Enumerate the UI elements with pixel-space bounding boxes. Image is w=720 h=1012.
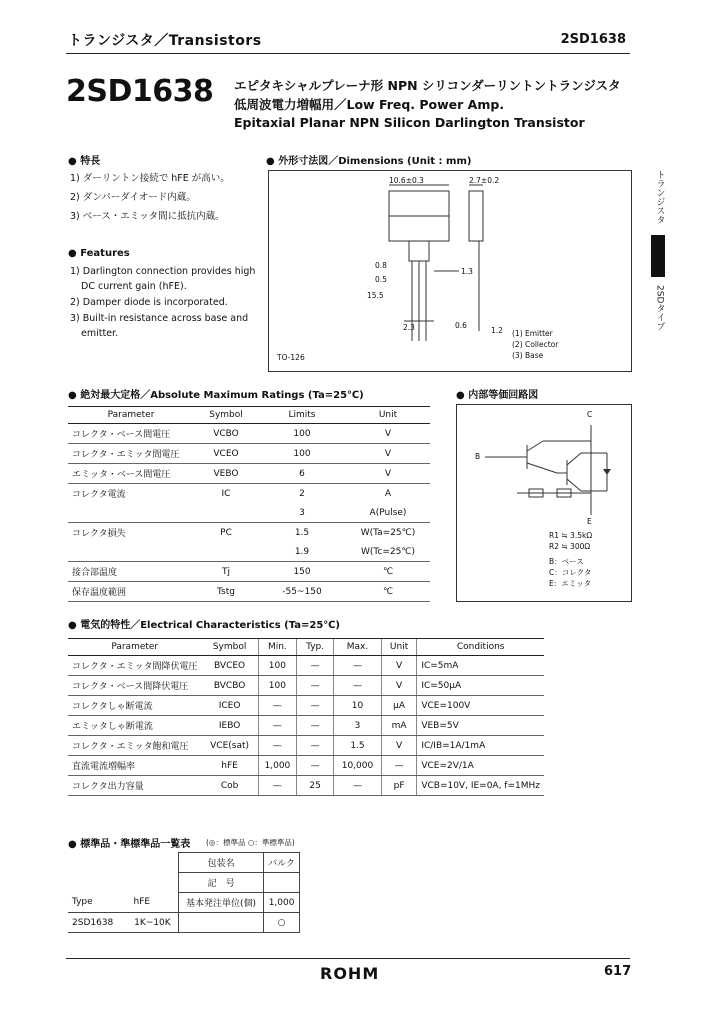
legend-r2: R2 ≒ 300Ω bbox=[549, 542, 591, 551]
cell-param: 保存温度範囲 bbox=[68, 582, 194, 602]
cell-symbol: BVCEO bbox=[201, 656, 258, 676]
col-typ: Typ. bbox=[297, 639, 334, 656]
col-parameter: Parameter bbox=[68, 639, 201, 656]
dim-label-thickness: 2.7±0.2 bbox=[469, 176, 500, 185]
dim-label-4: 15.5 bbox=[367, 291, 384, 300]
abs-max-heading: ● 絶対最大定格／Absolute Maximum Ratings (Ta=25℃) bbox=[68, 390, 364, 401]
cell-param: 直流電流増幅率 bbox=[68, 756, 201, 776]
package-outline-drawing bbox=[269, 171, 631, 371]
elec-table bbox=[68, 638, 544, 796]
table-row bbox=[68, 676, 544, 696]
cell-unit: W(Tc=25℃) bbox=[346, 542, 430, 562]
legend-emitter: E：エミッタ bbox=[549, 579, 592, 588]
title-application: 低周波電力増幅用／Low Freq. Power Amp. bbox=[234, 97, 505, 112]
cell-symbol: hFE bbox=[201, 756, 258, 776]
cell-typ: — bbox=[297, 756, 334, 776]
abs-max-table bbox=[68, 406, 430, 602]
title-jp: エピタキシャルプレーナ形 NPN シリコンダーリントントランジスタ bbox=[234, 78, 621, 93]
part-number-title: 2SD1638 bbox=[66, 74, 214, 109]
cell-symbol: VCE(sat) bbox=[201, 736, 258, 756]
cell-unit: V bbox=[381, 676, 417, 696]
cell-symbol: ICEO bbox=[201, 696, 258, 716]
pin-emitter: (1) Emitter bbox=[512, 329, 553, 338]
cell-param: コレクタ・ベース間降伏電圧 bbox=[68, 676, 201, 696]
table-row bbox=[68, 444, 430, 464]
table-row bbox=[68, 484, 430, 504]
col-min: Min. bbox=[258, 639, 296, 656]
header-category: トランジスタ／Transistors bbox=[68, 33, 262, 49]
dim-label-5: 0.6 bbox=[455, 321, 467, 330]
cell-min: — bbox=[258, 736, 296, 756]
sidebar-label-bottom: 2SDタイプ bbox=[654, 285, 665, 331]
cell-param: コレクタ・エミッタ飽和電圧 bbox=[68, 736, 201, 756]
cell-symbol: Tstg bbox=[194, 582, 258, 602]
header-part-number: 2SD1638 bbox=[560, 32, 626, 47]
elec-heading: ● 電気的特性／Electrical Characteristics (Ta=25℃) bbox=[68, 620, 340, 631]
table-row bbox=[68, 424, 430, 444]
pkg-availability-mark: ○ bbox=[264, 913, 300, 933]
cell-param: コレクタ・エミッタ間降伏電圧 bbox=[68, 656, 201, 676]
table-row bbox=[68, 656, 544, 676]
table-row bbox=[68, 853, 300, 873]
features-jp-heading: ● 特長 bbox=[68, 156, 101, 167]
cell-param: コレクタ出力容量 bbox=[68, 776, 201, 796]
packaging-heading: ● 標準品・準標準品一覧表 bbox=[68, 839, 191, 850]
header-rule bbox=[66, 53, 630, 54]
cell-symbol: PC bbox=[220, 527, 232, 538]
table-row bbox=[68, 523, 430, 543]
pkg-hfe-label: hFE bbox=[133, 897, 151, 908]
circuit-label-c: C bbox=[587, 410, 593, 419]
cell-max: 10 bbox=[334, 696, 382, 716]
brand-logo: ROHM bbox=[320, 964, 380, 983]
cell-min: — bbox=[258, 696, 296, 716]
cell-unit: μA bbox=[381, 696, 417, 716]
cell-unit: V bbox=[381, 656, 417, 676]
feature-en-1a: 1) Darlington connection provides high bbox=[70, 266, 256, 277]
cell-unit: A(Pulse) bbox=[346, 503, 430, 523]
cell-conditions: IC/IB=1A/1mA bbox=[417, 736, 544, 756]
cell-param: エミッタ・ベース間電圧 bbox=[68, 464, 194, 484]
cell-conditions: IC=50μA bbox=[417, 676, 544, 696]
col-unit: Unit bbox=[381, 639, 417, 656]
feature-jp-1: 1) ダーリントン接続で hFE が高い。 bbox=[70, 173, 230, 184]
features-en-heading: ● Features bbox=[68, 248, 130, 259]
cell-max: — bbox=[334, 656, 382, 676]
cell-min: — bbox=[258, 776, 296, 796]
cell-unit: V bbox=[346, 424, 430, 444]
cell-unit: pF bbox=[381, 776, 417, 796]
cell-symbol: IC bbox=[221, 488, 231, 499]
cell-conditions: VEB=5V bbox=[417, 716, 544, 736]
cell-param: コレクタ・エミッタ間電圧 bbox=[68, 444, 194, 464]
pkg-type-value: 2SD1638 bbox=[72, 917, 114, 928]
pin-collector: (2) Collector bbox=[512, 340, 559, 349]
cell-unit: W(Ta=25℃) bbox=[360, 527, 416, 538]
packaging-table bbox=[68, 852, 300, 933]
dim-label-3: 0.5 bbox=[375, 275, 387, 284]
cell-min: — bbox=[258, 716, 296, 736]
dimensions-box bbox=[268, 170, 632, 372]
circuit-label-b: B bbox=[475, 452, 481, 461]
cell-symbol: VEBO bbox=[194, 464, 258, 484]
circuit-box bbox=[456, 404, 632, 602]
footer-rule bbox=[66, 958, 630, 959]
table-row bbox=[68, 776, 544, 796]
circuit-diagram bbox=[457, 405, 631, 601]
col-symbol: Symbol bbox=[194, 407, 258, 424]
pkg-type-label: Type bbox=[72, 897, 93, 908]
table-row bbox=[68, 736, 544, 756]
dimensions-heading: ● 外形寸法図／Dimensions (Unit : mm) bbox=[266, 156, 472, 167]
pkg-code-label: 記 号 bbox=[178, 873, 263, 893]
col-conditions: Conditions bbox=[417, 639, 544, 656]
cell-symbol: VCBO bbox=[194, 424, 258, 444]
cell-typ: — bbox=[297, 676, 334, 696]
table-row bbox=[68, 696, 544, 716]
table-header-row bbox=[68, 639, 544, 656]
pkg-qty-label: 基本発注単位(個) bbox=[178, 893, 263, 913]
cell-unit: — bbox=[381, 756, 417, 776]
circuit-heading: ● 内部等価回路図 bbox=[456, 390, 539, 401]
cell-max: 1.5 bbox=[334, 736, 382, 756]
cell-symbol: BVCBO bbox=[201, 676, 258, 696]
cell-limits: 100 bbox=[258, 424, 346, 444]
cell-typ: — bbox=[297, 716, 334, 736]
legend-r1: R1 ≒ 3.5kΩ bbox=[549, 531, 593, 540]
cell-limits: 1.9 bbox=[258, 542, 346, 562]
table-row bbox=[68, 582, 430, 602]
cell-max: 3 bbox=[334, 716, 382, 736]
cell-unit: V bbox=[381, 736, 417, 756]
cell-symbol: Cob bbox=[201, 776, 258, 796]
cell-limits: -55~150 bbox=[258, 582, 346, 602]
cell-conditions: VCB=10V, IE=0A, f=1MHz bbox=[417, 776, 544, 796]
col-limits: Limits bbox=[258, 407, 346, 424]
cell-limits: 1.5 bbox=[294, 527, 310, 538]
cell-unit: mA bbox=[381, 716, 417, 736]
cell-conditions: IC=5mA bbox=[417, 656, 544, 676]
cell-param bbox=[68, 503, 194, 523]
cell-min: 100 bbox=[258, 656, 296, 676]
cell-symbol: VCEO bbox=[194, 444, 258, 464]
table-header-row bbox=[68, 407, 430, 424]
cell-param: コレクタ電流 bbox=[72, 490, 126, 500]
packaging-note: (◎：標準品 ○：準標準品) bbox=[206, 838, 295, 847]
table-row bbox=[68, 756, 544, 776]
cell-conditions: VCE=100V bbox=[417, 696, 544, 716]
circuit-label-e: E bbox=[587, 517, 592, 526]
cell-unit: V bbox=[346, 444, 430, 464]
feature-jp-2: 2) ダンパーダイオード内蔵。 bbox=[70, 192, 196, 203]
cell-param: コレクタ損失 bbox=[72, 529, 126, 539]
cell-symbol bbox=[194, 542, 258, 562]
cell-param: 接合部温度 bbox=[68, 562, 194, 582]
cell-limits: 2 bbox=[299, 488, 305, 499]
cell-limits: 3 bbox=[258, 503, 346, 523]
cell-max: — bbox=[334, 776, 382, 796]
table-row bbox=[68, 503, 430, 523]
cell-min: 100 bbox=[258, 676, 296, 696]
cell-typ: — bbox=[297, 656, 334, 676]
col-symbol: Symbol bbox=[201, 639, 258, 656]
cell-symbol: IEBO bbox=[201, 716, 258, 736]
pin-base: (3) Base bbox=[512, 351, 544, 360]
cell-symbol: Tj bbox=[194, 562, 258, 582]
table-row bbox=[68, 913, 300, 933]
cell-unit: ℃ bbox=[346, 562, 430, 582]
cell-unit: V bbox=[346, 464, 430, 484]
legend-collector: C：コレクタ bbox=[549, 568, 592, 577]
feature-en-3b: emitter. bbox=[81, 328, 119, 339]
dim-label-2: 0.8 bbox=[375, 261, 387, 270]
cell-limits: 6 bbox=[258, 464, 346, 484]
sidebar-tab-marker bbox=[651, 235, 665, 277]
cell-param bbox=[68, 542, 194, 562]
cell-param: コレクタ・ベース間電圧 bbox=[68, 424, 194, 444]
cell-typ: — bbox=[297, 696, 334, 716]
package-type: TO-126 bbox=[277, 353, 305, 362]
cell-typ: — bbox=[297, 736, 334, 756]
table-row bbox=[68, 873, 300, 893]
col-max: Max. bbox=[334, 639, 382, 656]
cell-limits: 150 bbox=[258, 562, 346, 582]
dim-label-7: 1.2 bbox=[491, 326, 503, 335]
pkg-name-value: バルク bbox=[264, 853, 300, 873]
dim-label-width: 10.6±0.3 bbox=[389, 176, 424, 185]
cell-typ: 25 bbox=[297, 776, 334, 796]
sidebar-label-top: トランジスタ bbox=[654, 170, 665, 224]
dim-label-1: 1.3 bbox=[461, 267, 473, 276]
title-en: Epitaxial Planar NPN Silicon Darlington Transistor bbox=[234, 115, 585, 130]
dim-label-6: 2.3 bbox=[403, 323, 415, 332]
cell-param: コレクタしゃ断電流 bbox=[68, 696, 201, 716]
pkg-name-label: 包装名 bbox=[178, 853, 263, 873]
feature-jp-3: 3) ベース・エミッタ間に抵抗内蔵。 bbox=[70, 211, 225, 222]
feature-en-1b: DC current gain (hFE). bbox=[81, 281, 187, 292]
cell-max: 10,000 bbox=[334, 756, 382, 776]
table-row bbox=[68, 562, 430, 582]
cell-param: エミッタしゃ断電流 bbox=[68, 716, 201, 736]
cell-unit: ℃ bbox=[346, 582, 430, 602]
table-row bbox=[68, 893, 300, 913]
table-row bbox=[68, 716, 544, 736]
cell-conditions: VCE=2V/1A bbox=[417, 756, 544, 776]
table-row bbox=[68, 464, 430, 484]
page-number: 617 bbox=[604, 964, 632, 979]
cell-symbol bbox=[194, 503, 258, 523]
cell-min: 1,000 bbox=[258, 756, 296, 776]
table-row bbox=[68, 542, 430, 562]
col-unit: Unit bbox=[346, 407, 430, 424]
feature-en-3a: 3) Built-in resistance across base and bbox=[70, 313, 249, 324]
cell-max: — bbox=[334, 676, 382, 696]
cell-unit: A bbox=[384, 488, 392, 499]
legend-base: B：ベース bbox=[549, 557, 584, 566]
col-parameter: Parameter bbox=[68, 407, 194, 424]
diode-symbol bbox=[603, 469, 611, 475]
pkg-qty-value: 1,000 bbox=[264, 893, 300, 913]
feature-en-2: 2) Damper diode is incorporated. bbox=[70, 297, 228, 308]
pkg-hfe-value: 1K~10K bbox=[134, 917, 171, 928]
cell-limits: 100 bbox=[258, 444, 346, 464]
